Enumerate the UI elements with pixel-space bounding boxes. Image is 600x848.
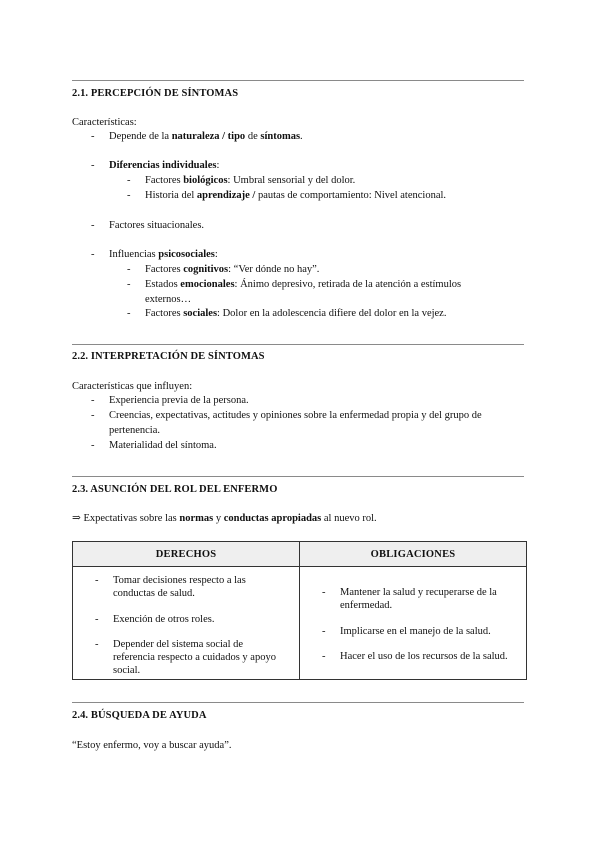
column-header-obligaciones: OBLIGACIONES (300, 542, 527, 567)
section-title-2-3: 2.3. ASUNCIÓN DEL ROL DEL ENFERMO (72, 484, 278, 495)
list-item: - Depende de la naturaleza / tipo de síntomas. (91, 130, 511, 145)
bullet-dash: - (95, 575, 99, 586)
list-subitem: - Factores sociales: Dolor en la adolescencia difiere del dolor en la vejez. (127, 307, 507, 322)
bullet-dash: - (91, 410, 95, 421)
list-item: - Influencias psicosociales: (91, 248, 511, 263)
quote-line: “Estoy enfermo, voy a buscar ayuda”. (72, 740, 232, 751)
expectations-line: ⇒ Expectativas sobre las normas y conductas apropiadas al nuevo rol. (72, 513, 377, 524)
bullet-dash: - (127, 264, 131, 275)
list-subitem: - Factores cognitivos: “Ver dónde no hay”. (127, 263, 507, 278)
list-subitem: - Estados emocionales: Ánimo depresivo, retirada de la atención a estímulos externos… (127, 279, 462, 305)
bullet-dash: - (91, 160, 95, 171)
obligations-cell (300, 567, 527, 680)
list-item: - Mantener la salud y recuperarse de la enfermedad. (322, 587, 497, 611)
arrow-icon: ⇒ (72, 513, 81, 524)
list-item: - Diferencias individuales: (91, 159, 511, 174)
section-title-2-4: 2.4. BÚSQUEDA DE AYUDA (72, 710, 207, 721)
roles-table (72, 541, 527, 680)
bullet-dash: - (322, 626, 326, 637)
list-item: - Tomar decisiones respecto a las conductas de salud. (95, 575, 246, 599)
bullet-dash: - (127, 279, 131, 290)
bullet-dash: - (91, 395, 95, 406)
list-item: - Depender del sistema social de referencia respecto a cuidados y apoyo social. (95, 639, 276, 676)
section-title-2-2: 2.2. INTERPRETACIÓN DE SÍNTOMAS (72, 351, 265, 362)
section-divider (72, 476, 524, 477)
bullet-dash: - (322, 587, 326, 598)
bullet-dash: - (127, 175, 131, 186)
bullet-dash: - (322, 651, 326, 662)
section-divider (72, 344, 524, 345)
bullet-dash: - (91, 131, 95, 142)
list-item: - Implicarse en el manejo de la salud. (322, 626, 491, 637)
list-item: - Creencias, expectativas, actitudes y opiniones sobre la enfermedad propia y del grupo de pertenencia. (91, 410, 482, 436)
list-subitem: - Historia del aprendizaje / pautas de comportamiento: Nivel atencional. (127, 189, 507, 204)
column-header-derechos: DERECHOS (73, 542, 300, 567)
bullet-dash: - (95, 614, 99, 625)
section-intro: Características: (72, 117, 137, 128)
table-row (73, 567, 527, 680)
bullet-dash: - (91, 440, 95, 451)
section-divider (72, 80, 524, 81)
list-item: - Factores situacionales. (91, 219, 511, 234)
list-subitem: - Factores biológicos: Umbral sensorial y del dolor. (127, 174, 507, 189)
section-title-2-1: 2.1. PERCEPCIÓN DE SÍNTOMAS (72, 88, 239, 99)
bullet-dash: - (127, 308, 131, 319)
section-divider (72, 702, 524, 703)
list-item: - Exención de otros roles. (95, 614, 215, 625)
bullet-dash: - (127, 190, 131, 201)
list-item: - Materialidad del síntoma. (91, 439, 511, 454)
bullet-dash: - (91, 220, 95, 231)
list-item: - Hacer el uso de los recursos de la salud. (322, 651, 508, 662)
bullet-dash: - (95, 639, 99, 650)
table-header-row (73, 542, 527, 567)
rights-cell (73, 567, 300, 680)
section-intro: Características que influyen: (72, 381, 193, 392)
bullet-dash: - (91, 249, 95, 260)
list-item: - Experiencia previa de la persona. (91, 394, 511, 409)
